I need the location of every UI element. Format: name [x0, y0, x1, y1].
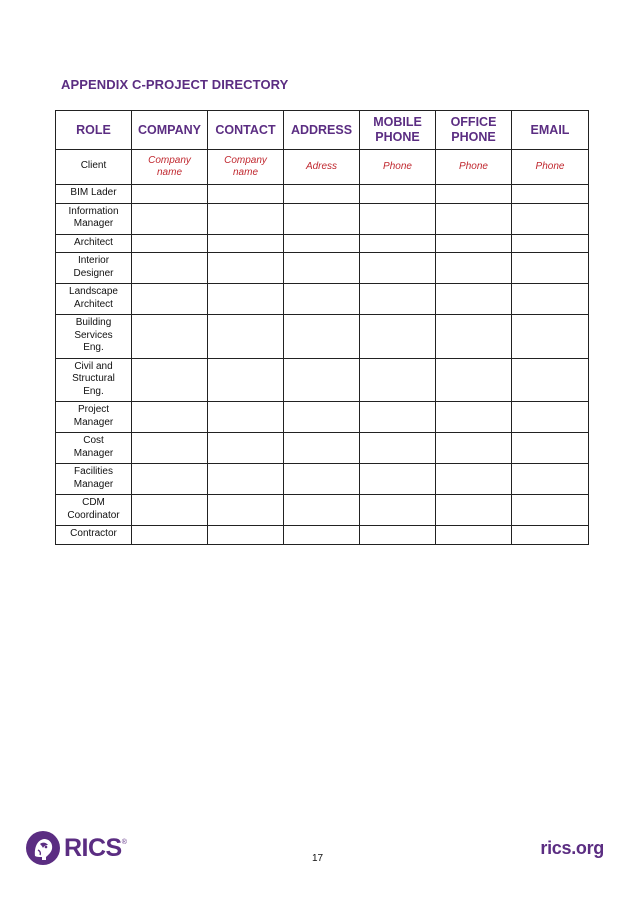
empty-cell: [208, 315, 284, 359]
empty-cell: [436, 234, 512, 253]
table-row: [56, 284, 589, 315]
empty-cell: [132, 284, 208, 315]
empty-cell: [512, 185, 589, 204]
table-row: [56, 402, 589, 433]
empty-cell: [132, 185, 208, 204]
table-body: [56, 150, 589, 545]
table-row: [56, 150, 589, 185]
role-label: Eng.: [83, 385, 104, 397]
empty-cell: [284, 358, 360, 402]
column-header-line: OFFICE: [450, 115, 497, 129]
empty-cell: [512, 315, 589, 359]
empty-cell: [284, 402, 360, 433]
column-header: [132, 111, 208, 150]
empty-cell: [360, 315, 436, 359]
table-row: [56, 526, 589, 545]
role-label: Client: [80, 160, 107, 172]
empty-cell: [512, 495, 589, 526]
empty-cell: [512, 402, 589, 433]
column-header-line: EMAIL: [530, 122, 570, 137]
placeholder-cell: [512, 150, 589, 185]
empty-cell: [436, 433, 512, 464]
table-row: [56, 203, 589, 234]
empty-cell: [208, 185, 284, 204]
empty-cell: [360, 495, 436, 526]
role-label: Manager: [73, 447, 114, 459]
empty-cell: [436, 284, 512, 315]
role-cell: [56, 284, 132, 315]
site-url: rics.org: [540, 838, 604, 858]
role-label: BIM Lader: [70, 187, 117, 198]
empty-cell: [284, 203, 360, 234]
placeholder-text: Phone: [383, 160, 412, 172]
empty-cell: [132, 402, 208, 433]
empty-cell: [360, 185, 436, 204]
empty-cell: [132, 315, 208, 359]
empty-cell: [360, 253, 436, 284]
column-header: [284, 111, 360, 150]
role-cell: [56, 234, 132, 253]
placeholder-cell: [208, 150, 284, 185]
placeholder-cell: [284, 150, 360, 185]
role-cell: [56, 358, 132, 402]
role-label: Manager: [73, 416, 114, 428]
role-cell: [56, 402, 132, 433]
table-row: [56, 464, 589, 495]
empty-cell: [284, 234, 360, 253]
role-label: Eng.: [83, 342, 104, 353]
empty-cell: [360, 203, 436, 234]
empty-cell: [284, 284, 360, 315]
table-row: [56, 495, 589, 526]
empty-cell: [284, 433, 360, 464]
column-header-line: ADDRESS: [290, 122, 353, 137]
empty-cell: [132, 495, 208, 526]
empty-cell: [132, 358, 208, 402]
role-cell: [56, 253, 132, 284]
empty-cell: [436, 253, 512, 284]
empty-cell: [436, 185, 512, 204]
role-cell: [56, 203, 132, 234]
role-label: Structural: [72, 373, 115, 384]
empty-cell: [360, 402, 436, 433]
empty-cell: [132, 464, 208, 495]
empty-cell: [208, 358, 284, 402]
role-label: Information: [68, 205, 119, 217]
table-header-row: [56, 111, 589, 150]
empty-cell: [360, 526, 436, 545]
role-label: Cost: [83, 435, 104, 446]
empty-cell: [132, 203, 208, 234]
column-header-line: PHONE: [375, 130, 420, 144]
empty-cell: [132, 526, 208, 545]
empty-cell: [436, 495, 512, 526]
empty-cell: [284, 526, 360, 545]
placeholder-text: Company: [224, 154, 267, 166]
empty-cell: [208, 495, 284, 526]
table-row: [56, 234, 589, 253]
role-label: CDM: [82, 497, 105, 508]
empty-cell: [360, 433, 436, 464]
lion-emblem-icon: [25, 830, 61, 866]
role-cell: [56, 185, 132, 204]
role-label: Interior: [77, 255, 110, 266]
table-row: [56, 185, 589, 204]
empty-cell: [284, 495, 360, 526]
column-header: [436, 111, 512, 150]
role-label: Manager: [73, 218, 114, 229]
empty-cell: [436, 526, 512, 545]
role-label: Manager: [73, 478, 114, 490]
role-label: Contractor: [70, 528, 117, 539]
role-cell: [56, 433, 132, 464]
empty-cell: [512, 526, 589, 545]
placeholder-text: name: [156, 167, 182, 178]
rics-logo: [25, 829, 127, 867]
empty-cell: [132, 234, 208, 253]
role-label: Services: [74, 329, 113, 341]
page-number: 17: [312, 853, 324, 864]
placeholder-text: Phone: [459, 160, 488, 172]
column-header-line: COMPANY: [138, 122, 201, 137]
empty-cell: [208, 203, 284, 234]
role-label: Architect: [74, 298, 113, 310]
role-label: Architect: [74, 236, 113, 248]
column-header: [360, 111, 436, 150]
role-cell: [56, 315, 132, 359]
column-header: [208, 111, 284, 150]
role-label: Facilities: [74, 466, 113, 477]
role-label: Building: [75, 317, 112, 328]
empty-cell: [284, 185, 360, 204]
empty-cell: [360, 234, 436, 253]
column-header: [512, 111, 589, 150]
table-row: [56, 433, 589, 464]
empty-cell: [512, 234, 589, 253]
table-row: [56, 358, 589, 402]
role-label: Designer: [73, 267, 114, 279]
empty-cell: [436, 402, 512, 433]
column-header-line: MOBILE: [373, 115, 422, 129]
empty-cell: [132, 433, 208, 464]
project-directory-table: [55, 110, 589, 545]
placeholder-text: Company: [148, 154, 191, 166]
placeholder-text: Adress: [305, 160, 338, 172]
empty-cell: [208, 526, 284, 545]
empty-cell: [208, 433, 284, 464]
empty-cell: [208, 234, 284, 253]
empty-cell: [512, 358, 589, 402]
registered-mark: ®: [121, 839, 127, 846]
empty-cell: [208, 253, 284, 284]
empty-cell: [436, 358, 512, 402]
table-row: [56, 253, 589, 284]
empty-cell: [436, 203, 512, 234]
table-row: [56, 315, 589, 359]
role-cell: [56, 150, 132, 185]
role-cell: [56, 464, 132, 495]
role-label: Coordinator: [67, 509, 120, 521]
placeholder-text: name: [232, 167, 258, 178]
empty-cell: [360, 464, 436, 495]
empty-cell: [284, 464, 360, 495]
empty-cell: [208, 464, 284, 495]
empty-cell: [512, 433, 589, 464]
role-cell: [56, 495, 132, 526]
empty-cell: [436, 464, 512, 495]
empty-cell: [512, 284, 589, 315]
empty-cell: [208, 402, 284, 433]
column-header-line: CONTACT: [215, 122, 276, 137]
page-title: APPENDIX C-PROJECT DIRECTORY: [61, 77, 289, 92]
empty-cell: [284, 315, 360, 359]
logo-wordmark: RICS: [64, 833, 122, 862]
empty-cell: [512, 253, 589, 284]
role-label: Landscape: [69, 286, 118, 297]
empty-cell: [512, 464, 589, 495]
column-header: [56, 111, 132, 150]
role-label: Project: [77, 404, 110, 415]
role-cell: [56, 526, 132, 545]
empty-cell: [360, 358, 436, 402]
placeholder-text: Phone: [535, 160, 565, 172]
placeholder-cell: [132, 150, 208, 185]
column-header-line: PHONE: [451, 130, 496, 144]
empty-cell: [360, 284, 436, 315]
role-label: Civil and: [74, 360, 113, 372]
column-header-line: ROLE: [76, 122, 111, 137]
placeholder-cell: [436, 150, 512, 185]
empty-cell: [208, 284, 284, 315]
empty-cell: [512, 203, 589, 234]
empty-cell: [132, 253, 208, 284]
placeholder-cell: [360, 150, 436, 185]
empty-cell: [284, 253, 360, 284]
empty-cell: [436, 315, 512, 359]
